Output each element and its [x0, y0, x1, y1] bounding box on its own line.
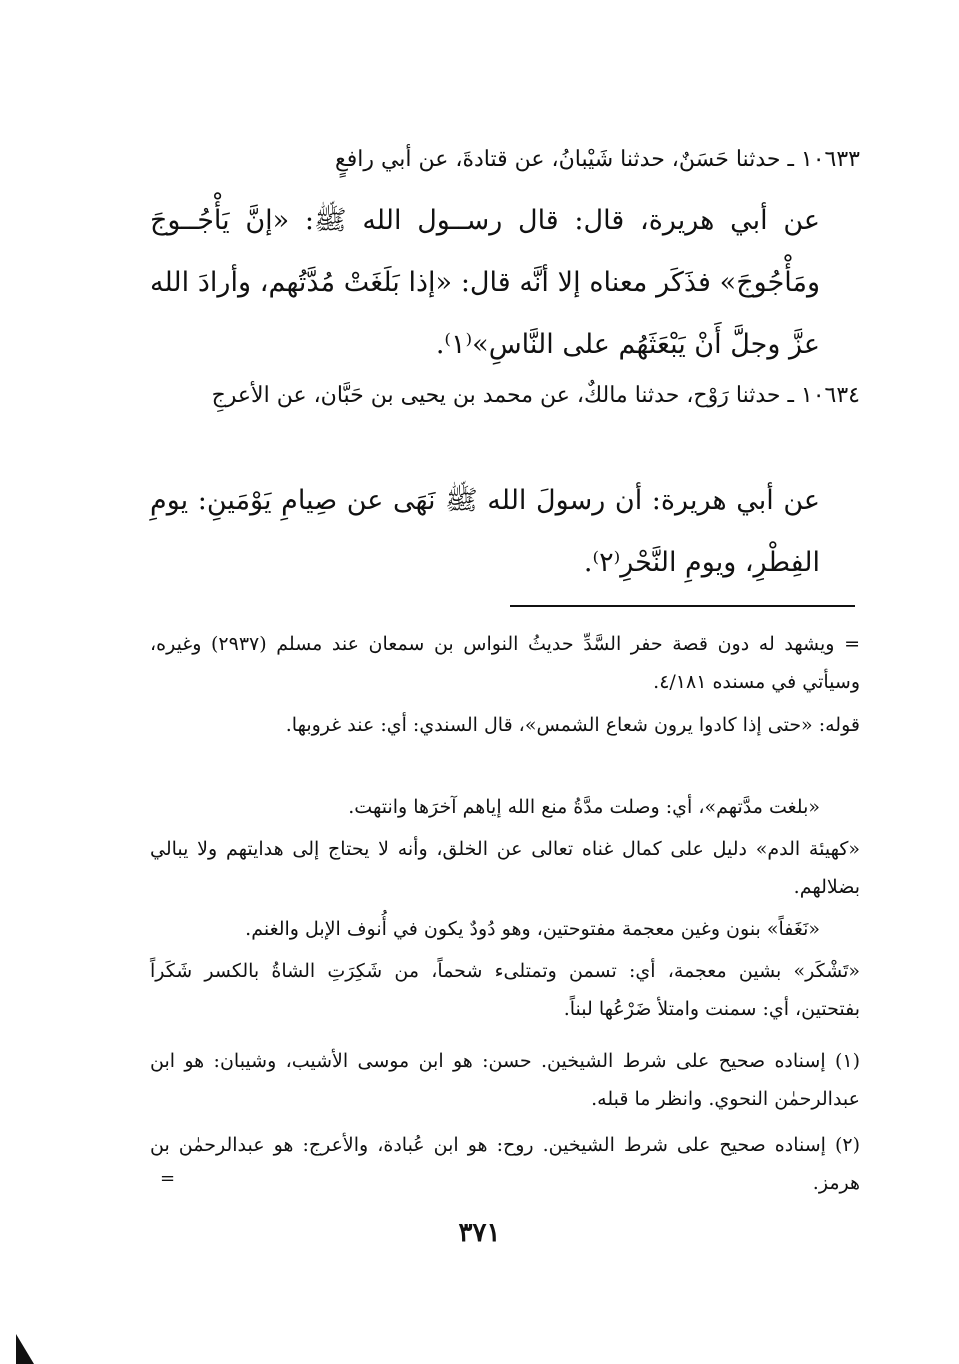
hadith-10634-body: [150, 470, 860, 594]
footnote-gloss-shuaa: [150, 706, 860, 744]
footnote-gloss-haiat-aldam: [150, 830, 860, 906]
footnote-continuation-text: = ويشهد له دون قصة حفر السَّدِّ حديثُ النواس بن سمعان عند مسلم (٢٩٣٧) وغيره، وسيأتي في مسنده ٤/١٨١.: [150, 633, 860, 693]
continuation-mark: =: [160, 1168, 176, 1189]
page-number: ٣٧١: [458, 1218, 501, 1248]
footnote-continuation: [150, 625, 860, 701]
hadith-10633-body: [150, 190, 860, 376]
hadith-10634-head-text: ١٠٦٣٤ ـ حدثنا رَوْح، حدثنا مالكٌ، عن محمد بن يحيى بن حَبَّان، عن الأعرجِ: [211, 383, 860, 408]
footnote-gloss-shuaa-text: قوله: «حتى إذا كادوا يرون شعاع الشمس»، قال السندي: أي: عند غروبها.: [285, 714, 860, 736]
footnote-2-text: (٢) إسناده صحيح على شرط الشيخين. روح: هو ابن عُبادة، والأعرج: هو عبدالرحمٰن بن هرمز.: [150, 1134, 860, 1194]
footnote-gloss-muddatuhum: [150, 788, 860, 826]
hadith-10633-head-text: ١٠٦٣٣ ـ حدثنا حَسَنٌ، حدثنا شَيْبانُ، عن قتادةَ، عن أبي رافعٍ: [334, 147, 860, 172]
hadith-10634-body-text: عن أبي هريرة: أن رسولَ الله ﷺ نَهَى عن صِيامِ يَوْمَينِ: يومِ الفِطْرِ، ويومِ النَّحْرِ⁽٢⁾.: [150, 485, 820, 578]
footnote-separator: [510, 605, 855, 607]
footnote-gloss-naghaf-text: «نَغَفاً» بنون وغين معجمة مفتوحتين، وهو دُودٌ يكون في أُنوف الإبل والغنم.: [245, 918, 820, 940]
footnote-2: [150, 1126, 860, 1202]
footnote-gloss-tashkar-text: «تَشْكَر» بشين معجمة، أي: تسمن وتمتلىء شحماً، من شَكِرَتِ الشاةُ بالكسر شَكَراً بفتحتين، أي: سمنت وامتلأ ضَرْعُها لبناً.: [150, 960, 860, 1020]
hadith-10633-head: [150, 136, 860, 184]
footnote-1: [150, 1042, 860, 1118]
footnote-gloss-haiat-aldam-text: «كهيئة الدم» دليل على كمال غناه تعالى عن الخلق، وأنه لا يحتاج إلى هدايتهم ولا يبالي بضلالهم.: [150, 838, 860, 898]
hadith-10634-head: [150, 372, 860, 420]
footnote-gloss-muddatuhum-text: «بلغت مدَّتهم»، أي: وصلت مدَّةُ منع الله إياهم آخرَها وانتهت.: [348, 796, 820, 818]
corner-triangle-icon: [16, 1334, 34, 1364]
footnote-gloss-naghaf: [150, 910, 860, 948]
hadith-10633-body-text: عن أبي هريرة، قال: قال رســول الله ﷺ: «إنَّ يَأْجُــوجَ ومَأْجُوجَ» فذَكَر معناه إلا أنَّه قال: «إذا بَلَغَتْ مُدَّتُهم، وأرادَ الله عزَّ وجلَّ أَنْ يَبْعَثَهُم على النَّاسِ»⁽١⁾.: [150, 205, 821, 360]
footnote-1-text: (١) إسناده صحيح على شرط الشيخين. حسن: هو ابن موسى الأشيب، وشيبان: هو ابن عبدالرحمٰن النحوي. وانظر ما قبله.: [150, 1050, 860, 1110]
footnote-gloss-tashkar: [150, 952, 860, 1028]
